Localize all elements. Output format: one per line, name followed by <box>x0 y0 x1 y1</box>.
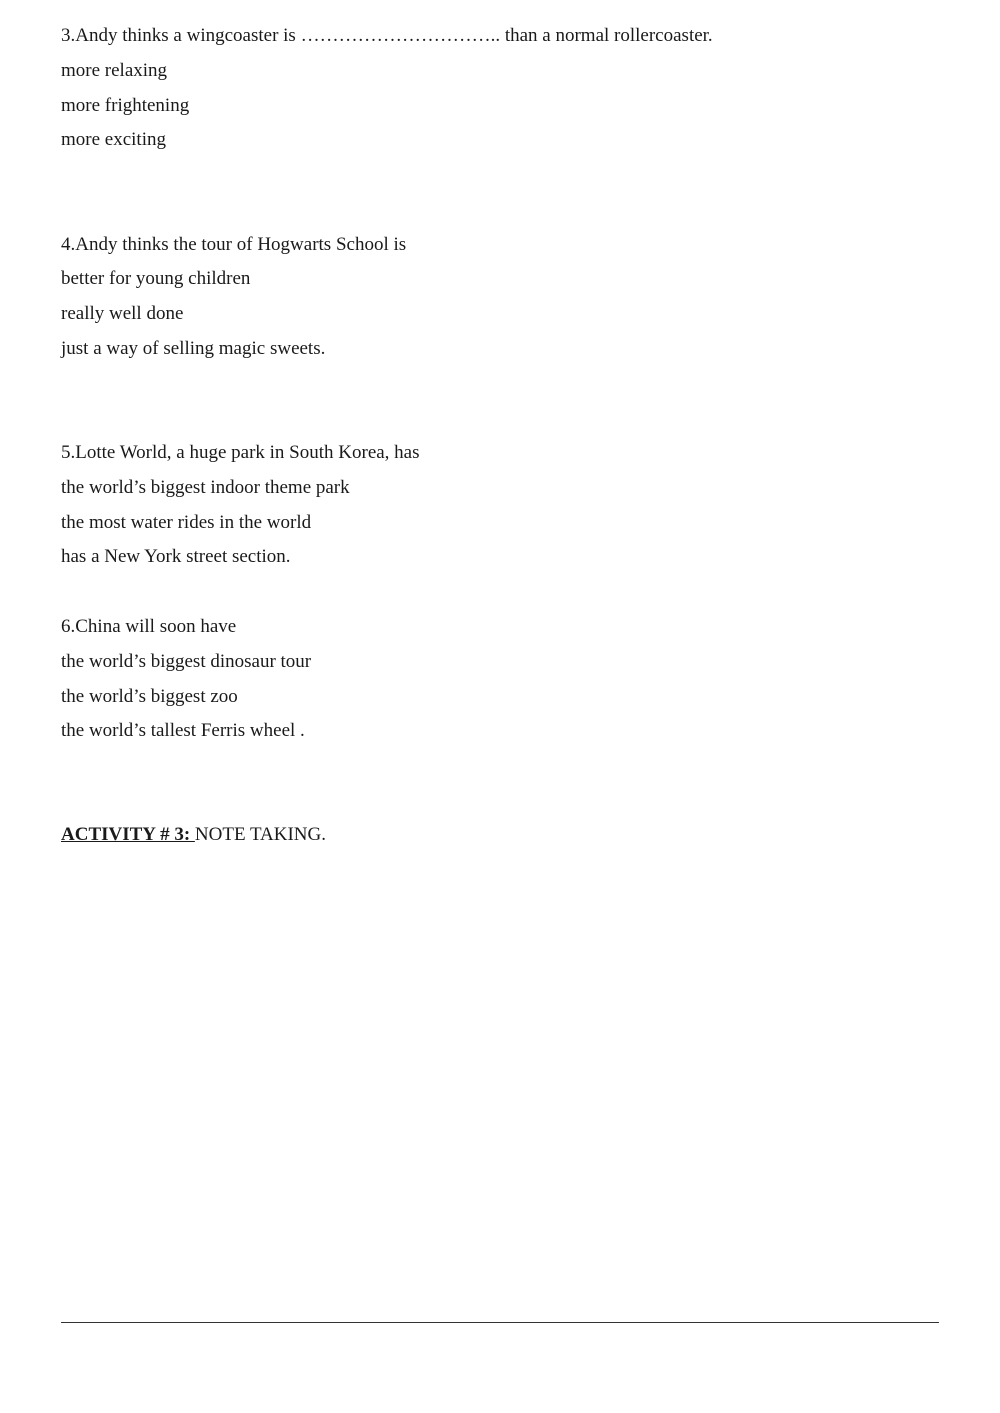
question-6-stem: 6.China will soon have <box>61 616 237 637</box>
question-3-stem-after: than a normal rollercoaster. <box>500 25 713 46</box>
question-6-option-a: the world’s biggest dinosaur tour <box>61 651 312 672</box>
question-5-option-c: has a New York street section. <box>61 546 291 567</box>
footer-divider <box>61 1322 939 1323</box>
question-4-option-a: better for young children <box>61 268 251 289</box>
question-3-option-a: more relaxing <box>61 60 168 81</box>
question-6-option-c: the world’s tallest Ferris wheel . <box>61 720 305 741</box>
question-3-option-b: more frightening <box>61 95 190 116</box>
question-4-stem: 4.Andy thinks the tour of Hogwarts School is <box>61 234 407 255</box>
question-3-option-c: more exciting <box>61 129 166 150</box>
question-3-stem <box>61 24 713 48</box>
question-5-option-b: the most water rides in the world <box>61 512 312 533</box>
question-5-stem: 5.Lotte World, a huge park in South Korea, has <box>61 442 420 463</box>
activity-heading <box>61 823 326 847</box>
question-3-blank: ………………………….. <box>300 25 501 46</box>
question-4-option-b: really well done <box>61 303 184 324</box>
activity-title: NOTE TAKING. <box>194 824 326 845</box>
question-6-option-b: the world’s biggest zoo <box>61 686 238 707</box>
question-5-option-a: the world’s biggest indoor theme park <box>61 477 350 498</box>
question-4-option-c: just a way of selling magic sweets. <box>61 338 326 359</box>
activity-label: ACTIVITY # 3: <box>61 824 195 845</box>
question-3-stem-before: 3.Andy thinks a wingcoaster is <box>61 25 301 46</box>
